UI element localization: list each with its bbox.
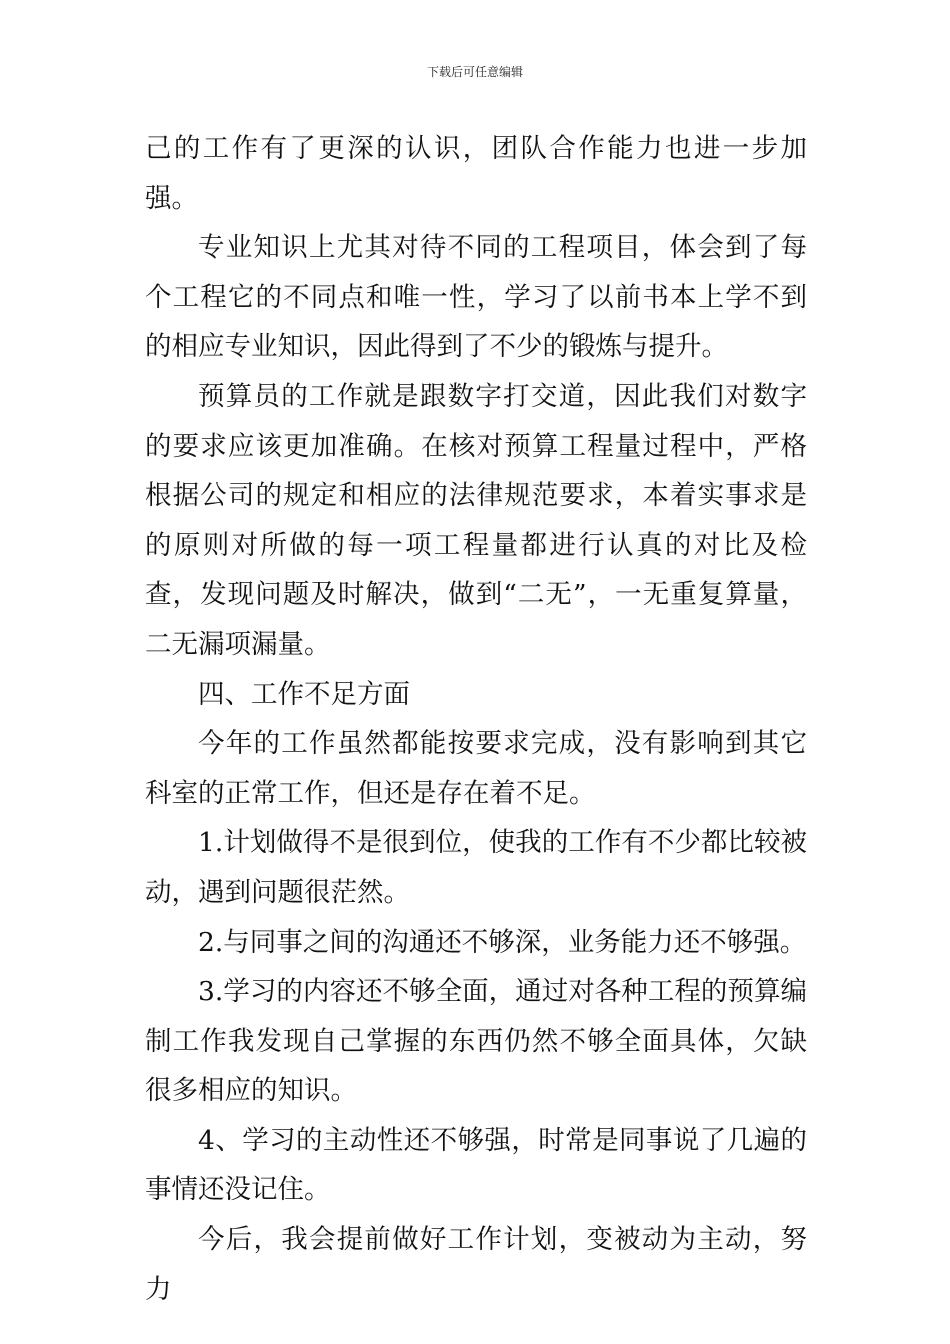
paragraph-shortcomings-intro: 今年的工作虽然都能按要求完成，没有影响到其它科室的正常工作，但还是存在着不足。: [145, 728, 807, 809]
page-header: 下载后可任意编辑: [426, 65, 523, 79]
paragraph-professional-knowledge: 专业知识上尤其对待不同的工程项目，体会到了每个工程它的不同点和唯一性，学习了以前书本上学不到的相应专业知识，因此得到了不少的锻炼与提升。: [145, 232, 807, 363]
document-body: [145, 124, 807, 1314]
list-item-3: 3.学习的内容还不够全面，通过对各种工程的预算编制工作我发现自己掌握的东西仍然不够全面具体，欠缺很多相应的知识。: [145, 976, 807, 1107]
list-item-4: 4、学习的主动性还不够强，时常是同事说了几遍的事情还没记住。: [145, 1124, 807, 1206]
paragraph-future-plan: 今后，我会提前做好工作计划，变被动为主动，努力: [145, 1224, 807, 1305]
section-heading-shortcomings: 四、工作不足方面: [198, 678, 410, 710]
list-item-2: 2.与同事之间的沟通还不够深，业务能力还不够强。: [198, 926, 807, 958]
list-item-1: 1.计划做得不是很到位，使我的工作有不少都比较被动，遇到问题很茫然。: [145, 827, 807, 908]
paragraph-continuation: 己的工作有了更深的认识，团队合作能力也进一步加强。: [145, 133, 807, 214]
paragraph-budget-work: 预算员的工作就是跟数字打交道，因此我们对数字的要求应该更加准确。在核对预算工程量过程中，严格根据公司的规定和相应的法律规范要求，本着实事求是的原则对所做的每一项工程量都进行认真的对比及检查，发现问题及时解决，做到“二无”，一无重复算量，二无漏项漏量。: [145, 380, 807, 660]
